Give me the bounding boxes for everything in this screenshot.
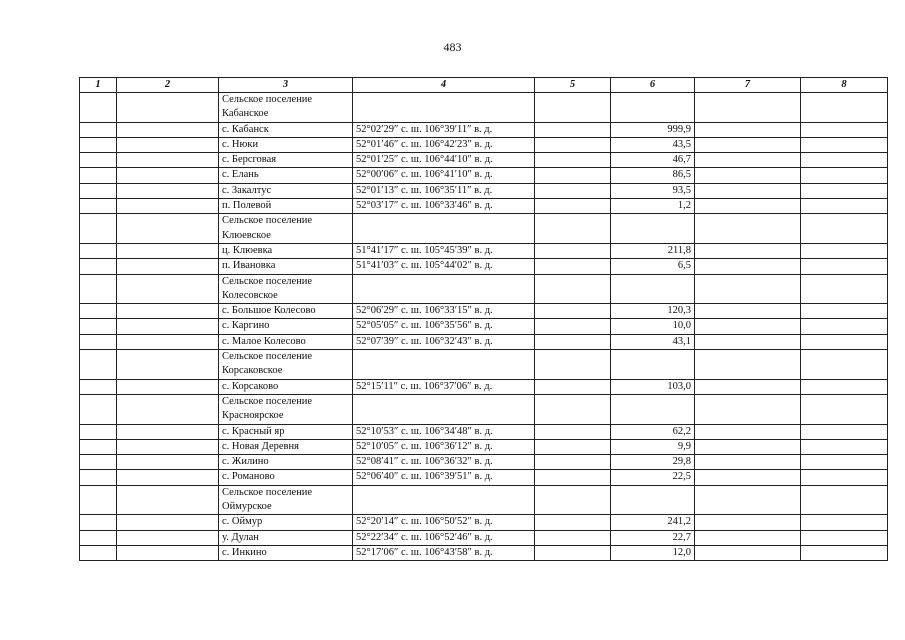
cell-col-1 <box>80 259 117 274</box>
column-header-8: 8 <box>801 78 888 93</box>
cell-col-1 <box>80 243 117 258</box>
settlement-group-name: Сельское поселение Корсаковское <box>219 350 353 380</box>
value-cell: 12,0 <box>611 545 695 560</box>
cell-col-1 <box>80 350 117 380</box>
settlement-group-name: Сельское поселение Красноярское <box>219 394 353 424</box>
value-cell: 43,5 <box>611 137 695 152</box>
cell-col-2 <box>117 350 219 380</box>
cell-col-7 <box>695 122 801 137</box>
settlement-group-row <box>80 394 888 424</box>
value-cell: 93,5 <box>611 183 695 198</box>
cell-col-5 <box>535 274 611 304</box>
cell-col-5 <box>535 545 611 560</box>
cell-col-2 <box>117 334 219 349</box>
settlement-group-row <box>80 485 888 515</box>
page-number: 483 <box>443 40 462 54</box>
cell-col-8 <box>801 394 888 424</box>
locality-name: у. Дулан <box>219 530 353 545</box>
cell-col-2 <box>117 319 219 334</box>
cell-col-5 <box>535 379 611 394</box>
cell-col-8 <box>801 199 888 214</box>
cell-col-7 <box>695 304 801 319</box>
cell-col-7 <box>695 214 801 244</box>
cell-col-2 <box>117 530 219 545</box>
settlement-group-row <box>80 93 888 123</box>
locality-name: с. Нюки <box>219 137 353 152</box>
cell-col-7 <box>695 350 801 380</box>
table-row <box>80 259 888 274</box>
cell-col-1 <box>80 93 117 123</box>
coordinates-cell <box>353 214 535 244</box>
settlement-group-name: Сельское поселение Оймурское <box>219 485 353 515</box>
cell-col-7 <box>695 319 801 334</box>
locality-name: с. Инкино <box>219 545 353 560</box>
table-row <box>80 439 888 454</box>
table-row <box>80 334 888 349</box>
cell-col-8 <box>801 485 888 515</box>
cell-col-7 <box>695 455 801 470</box>
locality-name: с. Малое Колесово <box>219 334 353 349</box>
cell-col-8 <box>801 214 888 244</box>
value-cell: 46,7 <box>611 153 695 168</box>
cell-col-5 <box>535 334 611 349</box>
table-row <box>80 168 888 183</box>
cell-col-5 <box>535 243 611 258</box>
cell-col-8 <box>801 93 888 123</box>
coordinates-cell: 52°15′11″ с. ш. 106°37′06″ в. д. <box>353 379 535 394</box>
cell-col-8 <box>801 304 888 319</box>
locality-name: с. Кабанск <box>219 122 353 137</box>
cell-col-1 <box>80 424 117 439</box>
cell-col-8 <box>801 515 888 530</box>
locality-name: с. Закалтус <box>219 183 353 198</box>
cell-col-1 <box>80 439 117 454</box>
cell-col-5 <box>535 168 611 183</box>
cell-col-7 <box>695 470 801 485</box>
value-cell <box>611 394 695 424</box>
value-cell: 241,2 <box>611 515 695 530</box>
coordinates-cell: 51°41′17″ с. ш. 105°45′39″ в. д. <box>353 243 535 258</box>
table-row <box>80 424 888 439</box>
cell-col-1 <box>80 470 117 485</box>
value-cell <box>611 485 695 515</box>
cell-col-7 <box>695 515 801 530</box>
cell-col-1 <box>80 455 117 470</box>
cell-col-2 <box>117 199 219 214</box>
cell-col-5 <box>535 394 611 424</box>
locality-name: с. Каргино <box>219 319 353 334</box>
cell-col-7 <box>695 137 801 152</box>
locality-name: с. Жилино <box>219 455 353 470</box>
value-cell: 6,5 <box>611 259 695 274</box>
cell-col-7 <box>695 153 801 168</box>
column-header-3: 3 <box>219 78 353 93</box>
cell-col-7 <box>695 424 801 439</box>
coordinates-cell: 52°07′39″ с. ш. 106°32′43″ в. д. <box>353 334 535 349</box>
column-header-5: 5 <box>535 78 611 93</box>
cell-col-1 <box>80 122 117 137</box>
locality-name: п. Полевой <box>219 199 353 214</box>
cell-col-5 <box>535 439 611 454</box>
cell-col-1 <box>80 304 117 319</box>
coordinates-cell: 52°01′25″ с. ш. 106°44′10″ в. д. <box>353 153 535 168</box>
cell-col-5 <box>535 530 611 545</box>
settlement-group-name: Сельское поселение Колесовское <box>219 274 353 304</box>
table-row <box>80 319 888 334</box>
cell-col-1 <box>80 153 117 168</box>
cell-col-2 <box>117 153 219 168</box>
cell-col-5 <box>535 455 611 470</box>
cell-col-2 <box>117 214 219 244</box>
value-cell <box>611 350 695 380</box>
cell-col-1 <box>80 485 117 515</box>
table-row <box>80 455 888 470</box>
table-row <box>80 515 888 530</box>
table-row <box>80 530 888 545</box>
cell-col-5 <box>535 470 611 485</box>
cell-col-5 <box>535 137 611 152</box>
coordinates-cell <box>353 394 535 424</box>
cell-col-8 <box>801 259 888 274</box>
value-cell: 22,5 <box>611 470 695 485</box>
cell-col-2 <box>117 137 219 152</box>
cell-col-2 <box>117 93 219 123</box>
column-header-4: 4 <box>353 78 535 93</box>
value-cell: 86,5 <box>611 168 695 183</box>
value-cell: 22,7 <box>611 530 695 545</box>
locality-name: с. Новая Деревня <box>219 439 353 454</box>
coordinates-cell: 51°41′03″ с. ш. 105°44′02″ в. д. <box>353 259 535 274</box>
locality-name: ц. Клюевка <box>219 243 353 258</box>
locality-name: с. Берсговая <box>219 153 353 168</box>
cell-col-1 <box>80 379 117 394</box>
value-cell: 43,1 <box>611 334 695 349</box>
value-cell: 10,0 <box>611 319 695 334</box>
cell-col-8 <box>801 319 888 334</box>
cell-col-8 <box>801 439 888 454</box>
table-row <box>80 137 888 152</box>
locality-name: с. Романово <box>219 470 353 485</box>
cell-col-1 <box>80 168 117 183</box>
value-cell: 29,8 <box>611 455 695 470</box>
cell-col-8 <box>801 470 888 485</box>
cell-col-8 <box>801 274 888 304</box>
cell-col-2 <box>117 439 219 454</box>
cell-col-2 <box>117 304 219 319</box>
coordinates-cell: 52°03′17″ с. ш. 106°33′46″ в. д. <box>353 199 535 214</box>
locality-name: с. Красный яр <box>219 424 353 439</box>
cell-col-5 <box>535 93 611 123</box>
cell-col-5 <box>535 122 611 137</box>
settlement-group-row <box>80 274 888 304</box>
table-body <box>80 93 888 561</box>
cell-col-2 <box>117 243 219 258</box>
locality-name: с. Оймур <box>219 515 353 530</box>
cell-col-7 <box>695 259 801 274</box>
value-cell: 103,0 <box>611 379 695 394</box>
cell-col-7 <box>695 274 801 304</box>
cell-col-2 <box>117 470 219 485</box>
table-row <box>80 545 888 560</box>
cell-col-7 <box>695 183 801 198</box>
cell-col-7 <box>695 379 801 394</box>
cell-col-8 <box>801 424 888 439</box>
cell-col-1 <box>80 319 117 334</box>
settlement-group-name: Сельское поселение Клюевское <box>219 214 353 244</box>
coordinates-cell <box>353 350 535 380</box>
cell-col-2 <box>117 455 219 470</box>
cell-col-2 <box>117 394 219 424</box>
cell-col-5 <box>535 214 611 244</box>
cell-col-7 <box>695 243 801 258</box>
cell-col-2 <box>117 122 219 137</box>
cell-col-1 <box>80 274 117 304</box>
cell-col-1 <box>80 334 117 349</box>
cell-col-2 <box>117 515 219 530</box>
cell-col-5 <box>535 350 611 380</box>
cell-col-8 <box>801 530 888 545</box>
settlement-group-row <box>80 214 888 244</box>
coordinates-cell <box>353 485 535 515</box>
locality-name: п. Ивановка <box>219 259 353 274</box>
table-row <box>80 183 888 198</box>
table-header-row <box>80 78 888 93</box>
value-cell <box>611 274 695 304</box>
cell-col-2 <box>117 183 219 198</box>
cell-col-7 <box>695 545 801 560</box>
table-row <box>80 304 888 319</box>
value-cell <box>611 93 695 123</box>
settlement-group-row <box>80 350 888 380</box>
table-row <box>80 243 888 258</box>
locality-name: с. Большое Колесово <box>219 304 353 319</box>
value-cell: 999,9 <box>611 122 695 137</box>
table-row <box>80 122 888 137</box>
cell-col-8 <box>801 334 888 349</box>
cell-col-5 <box>535 199 611 214</box>
cell-col-5 <box>535 183 611 198</box>
coordinates-cell: 52°01′13″ с. ш. 106°35′11″ в. д. <box>353 183 535 198</box>
coordinates-cell: 52°22′34″ с. ш. 106°52′46″ в. д. <box>353 530 535 545</box>
cell-col-8 <box>801 545 888 560</box>
cell-col-5 <box>535 485 611 515</box>
value-cell: 211,8 <box>611 243 695 258</box>
cell-col-2 <box>117 545 219 560</box>
column-header-6: 6 <box>611 78 695 93</box>
cell-col-1 <box>80 545 117 560</box>
coordinates-cell: 52°20′14″ с. ш. 106°50′52″ в. д. <box>353 515 535 530</box>
cell-col-2 <box>117 259 219 274</box>
cell-col-8 <box>801 350 888 380</box>
cell-col-7 <box>695 485 801 515</box>
cell-col-8 <box>801 455 888 470</box>
table-row <box>80 379 888 394</box>
cell-col-7 <box>695 93 801 123</box>
coordinates-cell: 52°06′29″ с. ш. 106°33′15″ в. д. <box>353 304 535 319</box>
coordinates-cell: 52°00′06″ с. ш. 106°41′10″ в. д. <box>353 168 535 183</box>
table-row <box>80 153 888 168</box>
cell-col-8 <box>801 243 888 258</box>
cell-col-5 <box>535 304 611 319</box>
cell-col-2 <box>117 274 219 304</box>
cell-col-8 <box>801 137 888 152</box>
cell-col-8 <box>801 153 888 168</box>
value-cell: 62,2 <box>611 424 695 439</box>
coordinates-cell: 52°10′53″ с. ш. 106°34′48″ в. д. <box>353 424 535 439</box>
cell-col-7 <box>695 394 801 424</box>
cell-col-1 <box>80 530 117 545</box>
column-header-1: 1 <box>80 78 117 93</box>
cell-col-8 <box>801 168 888 183</box>
coordinates-cell: 52°08′41″ с. ш. 106°36′32″ в. д. <box>353 455 535 470</box>
value-cell: 120,3 <box>611 304 695 319</box>
settlement-group-name: Сельское поселение Кабанское <box>219 93 353 123</box>
coordinates-cell: 52°05′05″ с. ш. 106°35′56″ в. д. <box>353 319 535 334</box>
column-header-2: 2 <box>117 78 219 93</box>
coordinates-cell: 52°10′05″ с. ш. 106°36′12″ в. д. <box>353 439 535 454</box>
cell-col-7 <box>695 199 801 214</box>
cell-col-5 <box>535 515 611 530</box>
cell-col-2 <box>117 485 219 515</box>
coordinates-cell: 52°06′40″ с. ш. 106°39′51″ в. д. <box>353 470 535 485</box>
cell-col-7 <box>695 168 801 183</box>
cell-col-5 <box>535 319 611 334</box>
coordinates-cell: 52°02′29″ с. ш. 106°39′11″ в. д. <box>353 122 535 137</box>
cell-col-1 <box>80 214 117 244</box>
cell-col-1 <box>80 394 117 424</box>
locality-name: с. Корсаково <box>219 379 353 394</box>
coordinates-cell: 52°01′46″ с. ш. 106°42′23″ в. д. <box>353 137 535 152</box>
locality-name: с. Елань <box>219 168 353 183</box>
coordinates-cell: 52°17′06″ с. ш. 106°43′58″ в. д. <box>353 545 535 560</box>
cell-col-2 <box>117 379 219 394</box>
cell-col-7 <box>695 334 801 349</box>
cell-col-5 <box>535 424 611 439</box>
coordinates-cell <box>353 93 535 123</box>
cell-col-5 <box>535 153 611 168</box>
column-header-7: 7 <box>695 78 801 93</box>
settlements-table <box>79 77 888 561</box>
value-cell <box>611 214 695 244</box>
value-cell: 1,2 <box>611 199 695 214</box>
cell-col-7 <box>695 439 801 454</box>
cell-col-8 <box>801 122 888 137</box>
cell-col-7 <box>695 530 801 545</box>
cell-col-8 <box>801 379 888 394</box>
cell-col-8 <box>801 183 888 198</box>
table-row <box>80 199 888 214</box>
coordinates-cell <box>353 274 535 304</box>
value-cell: 9,9 <box>611 439 695 454</box>
cell-col-1 <box>80 515 117 530</box>
table-row <box>80 470 888 485</box>
cell-col-1 <box>80 199 117 214</box>
cell-col-2 <box>117 168 219 183</box>
cell-col-5 <box>535 259 611 274</box>
cell-col-1 <box>80 137 117 152</box>
cell-col-2 <box>117 424 219 439</box>
cell-col-1 <box>80 183 117 198</box>
